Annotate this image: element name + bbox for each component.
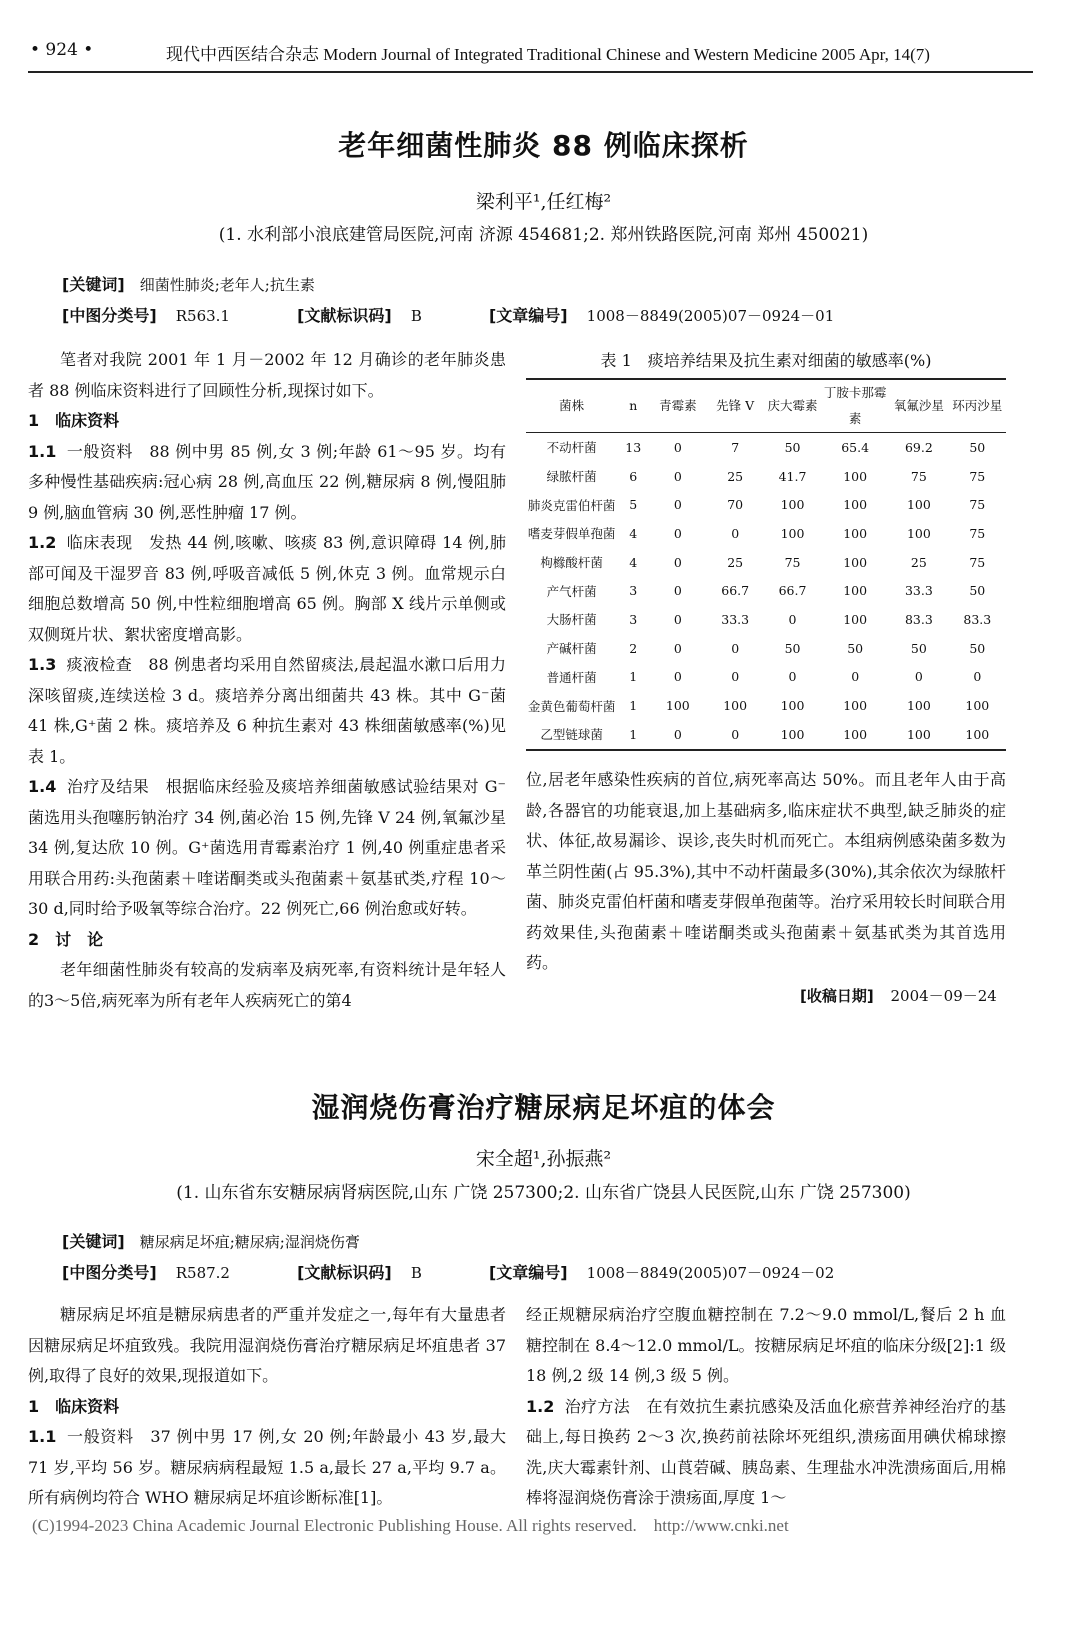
value-cell: 0 <box>673 583 682 599</box>
value-cell: 0 <box>673 669 682 685</box>
value-cell: 3 <box>629 583 638 599</box>
clc-value: R587.2 <box>175 1264 230 1282</box>
article2-affiliation: (1. 山东省东安糖尿病肾病医院,山东 广饶 257300;2. 山东省广饶县人民医院,山东 广饶 257300) <box>176 1183 911 1203</box>
table-row <box>526 433 1006 462</box>
article2-authors: 宋全超¹,孙振燕² <box>475 1148 612 1170</box>
clc-label: [中图分类号] <box>62 306 157 325</box>
value-cell: 50 <box>784 640 801 656</box>
doccode-label: [文献标识码] <box>297 1263 392 1282</box>
table-row <box>526 720 1006 750</box>
value-cell: 100 <box>780 497 805 513</box>
value-cell: 1 <box>629 698 638 714</box>
article2-left-column <box>28 1300 506 1514</box>
value-cell: 4 <box>629 525 638 541</box>
strain-cell: 乙型链球菌 <box>526 720 617 750</box>
strain-cell: 肺炎克雷伯杆菌 <box>527 497 616 513</box>
value-cell: 25 <box>910 554 927 570</box>
table-row <box>526 663 1006 692</box>
article2-classification <box>62 1260 834 1283</box>
article1-affiliation: (1. 水利部小浪底建管局医院,河南 济源 454681;2. 郑州铁路医院,河南 郑州 450021) <box>218 225 869 245</box>
strain-cell: 普通杆菌 <box>546 669 597 685</box>
article2-right-column <box>526 1300 1006 1514</box>
keywords-value: 细菌性肺炎;老年人;抗生素 <box>139 276 315 294</box>
value-cell: 0 <box>673 525 682 541</box>
keywords-label: [关键词] <box>62 275 125 294</box>
col-header: 氧氟沙星 <box>889 379 948 433</box>
value-cell: 69.2 <box>904 439 933 455</box>
article1-authors: 梁利平¹,任红梅² <box>475 191 612 213</box>
article1-title: 老年细菌性肺炎 88 例临床探析 <box>338 129 749 162</box>
subsection-number: 1.1 <box>28 1427 57 1446</box>
value-cell: 100 <box>665 698 690 714</box>
value-cell: 0 <box>914 669 923 685</box>
value-cell: 65.4 <box>841 439 870 455</box>
value-cell: 66.7 <box>778 583 807 599</box>
section-heading: 1 临床资料 <box>28 411 120 430</box>
value-cell: 50 <box>910 640 927 656</box>
article2-keywords <box>62 1229 360 1252</box>
value-cell: 100 <box>843 698 868 714</box>
article2-title: 湿润烧伤膏治疗糖尿病足坏疽的体会 <box>311 1091 776 1124</box>
col-header: n <box>617 379 649 433</box>
discussion-continued: 位,居老年感染性疾病的首位,病死率高达 50%。而且老年人由于高龄,各器官的功能衰退,加上基础病多,临床症状不典型,缺乏肺炎的症状、体征,故易漏诊、误诊,丧失时机而死亡。本组病例感染菌多数为革兰阴性菌(占 95.3%),其中不动杆菌最多(30%),其余依次为绿脓杆菌、肺炎克雷伯杆菌和嗜麦芽假单孢菌等。治疗采用较长时间联合用药效果佳,头孢菌素＋喹诺酮类或头孢菌素＋氨基甙类为其首选用药。 <box>526 770 1007 972</box>
value-cell: 100 <box>821 720 889 750</box>
strain-cell: 枸橼酸杆菌 <box>540 555 603 571</box>
strain-cell: 金黄色葡萄杆菌 <box>527 698 616 714</box>
value-cell: 0 <box>673 497 682 513</box>
header-rule <box>28 71 1033 73</box>
value-cell: 0 <box>851 669 860 685</box>
value-cell: 0 <box>973 669 982 685</box>
intro-paragraph: 糖尿病足坏疽是糖尿病患者的严重并发症之一,每年有大量患者因糖尿病足坏疽致残。我院用湿润烧伤膏治疗糖尿病足坏疽患者 37 例,取得了良好的效果,现报道如下。 <box>28 1305 506 1385</box>
value-cell: 100 <box>949 720 1006 750</box>
value-cell: 50 <box>847 640 864 656</box>
value-cell: 25 <box>727 554 744 570</box>
paragraph: 一般资料 88 例中男 85 例,女 3 例;年龄 61～95 岁。均有多种慢性基础疾病:冠心病 28 例,高血压 22 例,糖尿病 8 例,慢阻肺 9 例,脑血管病 30 例,恶性肿瘤 17 例。 <box>28 441 506 522</box>
value-cell: 100 <box>843 554 868 570</box>
value-cell: 0 <box>673 611 682 627</box>
value-cell: 6 <box>629 468 638 484</box>
strain-cell: 产气杆菌 <box>546 583 597 599</box>
clc-value: R563.1 <box>175 307 230 325</box>
value-cell: 75 <box>784 554 801 570</box>
doccode-label: [文献标识码] <box>297 306 392 325</box>
section-heading: 1 临床资料 <box>28 1396 120 1416</box>
value-cell: 75 <box>969 497 986 513</box>
value-cell: 0 <box>673 554 682 570</box>
value-cell: 41.7 <box>778 468 807 484</box>
paragraph: 痰液检查 88 例患者均采用自然留痰法,晨起温水漱口后用力深咳留痰,连续送检 3 d。痰培养分离出细菌共 43 株。其中 G⁻菌 41 株,G⁺菌 2 株。痰培养及 6 种抗生素对 43 株细菌敏感率(%)见表 1。 <box>28 655 506 766</box>
value-cell: 4 <box>629 554 638 570</box>
value-cell: 100 <box>843 468 868 484</box>
col-header: 庆大霉素 <box>764 379 821 433</box>
clc-label: [中图分类号] <box>62 1263 157 1282</box>
value-cell: 75 <box>969 525 986 541</box>
table-row <box>526 634 1006 663</box>
subsection-number: 1.1 <box>28 441 57 461</box>
value-cell: 0 <box>707 720 764 750</box>
artno-value: 1008－8849(2005)07－0924－02 <box>586 1264 835 1282</box>
value-cell: 1 <box>629 669 638 685</box>
value-cell: 100 <box>843 583 868 599</box>
value-cell: 83.3 <box>904 611 933 627</box>
value-cell: 25 <box>727 468 744 484</box>
strain-cell: 绿脓杆菌 <box>546 469 597 485</box>
paragraph: 临床表现 发热 44 例,咳嗽、咳痰 83 例,意识障碍 14 例,肺部可闻及干湿罗音 83 例,呼吸音减低 5 例,休克 3 例。血常规示白细胞总数增高 50 例,中性粒细胞增高 65 例。胸部 X 线片示单侧或双侧斑片状、絮状密度增高影。 <box>28 533 506 644</box>
value-cell: 3 <box>629 611 638 627</box>
table-row <box>526 576 1006 605</box>
value-cell: 83.3 <box>963 611 992 627</box>
received-label: [收稿日期] <box>800 987 874 1005</box>
keywords-value: 糖尿病足坏疽;糖尿病;湿润烧伤膏 <box>139 1233 360 1251</box>
col-header: 青霉素 <box>649 379 706 433</box>
artno-label: [文章编号] <box>488 1263 568 1282</box>
value-cell: 0 <box>649 720 706 750</box>
value-cell: 7 <box>731 439 740 455</box>
value-cell: 5 <box>629 497 638 513</box>
value-cell: 100 <box>889 720 948 750</box>
doccode-value: B <box>410 307 422 325</box>
value-cell: 100 <box>780 698 805 714</box>
value-cell: 100 <box>843 611 868 627</box>
keywords-label: [关键词] <box>62 1232 125 1251</box>
col-header: 环丙沙星 <box>949 379 1006 433</box>
value-cell: 33.3 <box>904 583 933 599</box>
section-heading: 2 讨 论 <box>28 929 104 949</box>
artno-label: [文章编号] <box>488 306 568 325</box>
value-cell: 75 <box>969 554 986 570</box>
value-cell: 33.3 <box>721 611 750 627</box>
value-cell: 100 <box>843 525 868 541</box>
value-cell: 100 <box>723 698 748 714</box>
value-cell: 66.7 <box>721 583 750 599</box>
strain-cell: 产碱杆菌 <box>546 641 597 657</box>
value-cell: 100 <box>906 698 931 714</box>
value-cell: 100 <box>906 497 931 513</box>
table1 <box>526 378 1006 751</box>
strain-cell: 嗜麦芽假单孢菌 <box>527 526 616 542</box>
table-row <box>526 490 1006 519</box>
value-cell: 100 <box>764 720 821 750</box>
subsection-number: 1.3 <box>28 655 57 674</box>
table-row <box>526 605 1006 634</box>
value-cell: 100 <box>965 698 990 714</box>
value-cell: 1 <box>617 720 649 750</box>
doccode-value: B <box>410 1264 422 1282</box>
page-number: • 924 • <box>30 40 94 60</box>
value-cell: 0 <box>673 468 682 484</box>
artno-value: 1008－8849(2005)07－0924－01 <box>586 307 835 325</box>
value-cell: 75 <box>969 468 986 484</box>
value-cell: 50 <box>969 439 986 455</box>
journal-name: 现代中西医结合杂志 Modern Journal of Integrated Traditional Chinese and Western Medicine 2005 Apr, 14(7) <box>166 45 930 64</box>
value-cell: 0 <box>731 669 740 685</box>
value-cell: 50 <box>969 583 986 599</box>
col-header: 菌株 <box>526 379 617 433</box>
value-cell: 0 <box>731 640 740 656</box>
col-header: 丁胺卡那霉素 <box>821 379 889 433</box>
value-cell: 100 <box>906 525 931 541</box>
article1-keywords <box>62 272 315 295</box>
article1-left-column <box>28 345 506 1016</box>
value-cell: 70 <box>727 497 744 513</box>
col-header: 先锋 V <box>707 379 764 433</box>
value-cell: 0 <box>731 525 740 541</box>
value-cell: 0 <box>788 611 797 627</box>
value-cell: 100 <box>780 525 805 541</box>
subsection-number: 1.4 <box>28 777 57 796</box>
paragraph: 治疗及结果 根据临床经验及痰培养细菌敏感试验结果对 G⁻菌选用头孢噻肟钠治疗 34 例,菌必治 15 例,先锋 V 24 例,氧氟沙星 34 例,复达欣 10 例。G⁺菌选用青霉素治疗 1 例,40 例重症患者采用联合用药:头孢菌素＋喹诺酮类或头孢菌素＋氨基甙类,疗程 10～30 d,同时给予吸氧等综合治疗。22 例死亡,66 例治愈或好转。 <box>28 777 506 918</box>
copyright-footer: (C)1994-2023 China Academic Journal Electronic Publishing House. All rights reserved. http://www.cnki.net <box>32 1516 789 1535</box>
value-cell: 2 <box>629 640 638 656</box>
running-header <box>0 40 1087 70</box>
table-header-row <box>526 379 1006 433</box>
table-row <box>526 519 1006 548</box>
paragraph: 一般资料 37 例中男 17 例,女 20 例;年龄最小 43 岁,最大 71 岁,平均 56 岁。糖尿病病程最短 1.5 a,最长 27 a,平均 9.7 a。所有病例均符合 WHO 糖尿病足坏疽诊断标准[1]。 <box>28 1427 506 1507</box>
received-date <box>800 985 997 1006</box>
discussion-paragraph: 老年细菌性肺炎有较高的发病率及病死率,有资料统计是年轻人的3～5倍,病死率为所有老年人疾病死亡的第4 <box>28 960 506 1010</box>
strain-cell: 不动杆菌 <box>546 440 597 456</box>
table-row <box>526 691 1006 720</box>
subsection-number: 1.2 <box>526 1396 555 1416</box>
article1-classification <box>62 303 834 326</box>
article1-right-column <box>526 765 1006 979</box>
value-cell: 100 <box>843 497 868 513</box>
table-row <box>526 462 1006 491</box>
value-cell: 0 <box>673 640 682 656</box>
subsection-number: 1.2 <box>28 533 57 552</box>
table-body <box>526 433 1006 750</box>
value-cell: 50 <box>969 640 986 656</box>
paragraph: 经正规糖尿病治疗空腹血糖控制在 7.2～9.0 mmol/L,餐后 2 h 血糖控制在 8.4～12.0 mmol/L。按糖尿病足坏疽的临床分级[2]:1 级 18 例,2 级 14 例,3 级 5 例。 <box>526 1305 1006 1385</box>
table-row <box>526 548 1006 577</box>
value-cell: 50 <box>784 439 801 455</box>
strain-cell: 大肠杆菌 <box>546 612 597 628</box>
intro-paragraph: 笔者对我院 2001 年 1 月－2002 年 12 月确诊的老年肺炎患者 88 例临床资料进行了回顾性分析,现探讨如下。 <box>28 350 506 400</box>
value-cell: 0 <box>673 439 682 455</box>
table1-caption: 表 1 痰培养结果及抗生素对细菌的敏感率(%) <box>600 351 932 370</box>
received-value: 2004－09－24 <box>890 987 997 1005</box>
value-cell: 0 <box>788 669 797 685</box>
value-cell: 13 <box>625 439 642 455</box>
paragraph: 治疗方法 在有效抗生素抗感染及活血化瘀营养神经治疗的基础上,每日换药 2～3 次,换药前祛除坏死组织,溃疡面用碘伏棉球擦洗,庆大霉素针剂、山莨菪碱、胰岛素、生理盐水冲洗溃疡面后,用棉棒将湿润烧伤膏涂于溃疡面,厚度 1～ <box>526 1396 1006 1507</box>
value-cell: 75 <box>910 468 927 484</box>
